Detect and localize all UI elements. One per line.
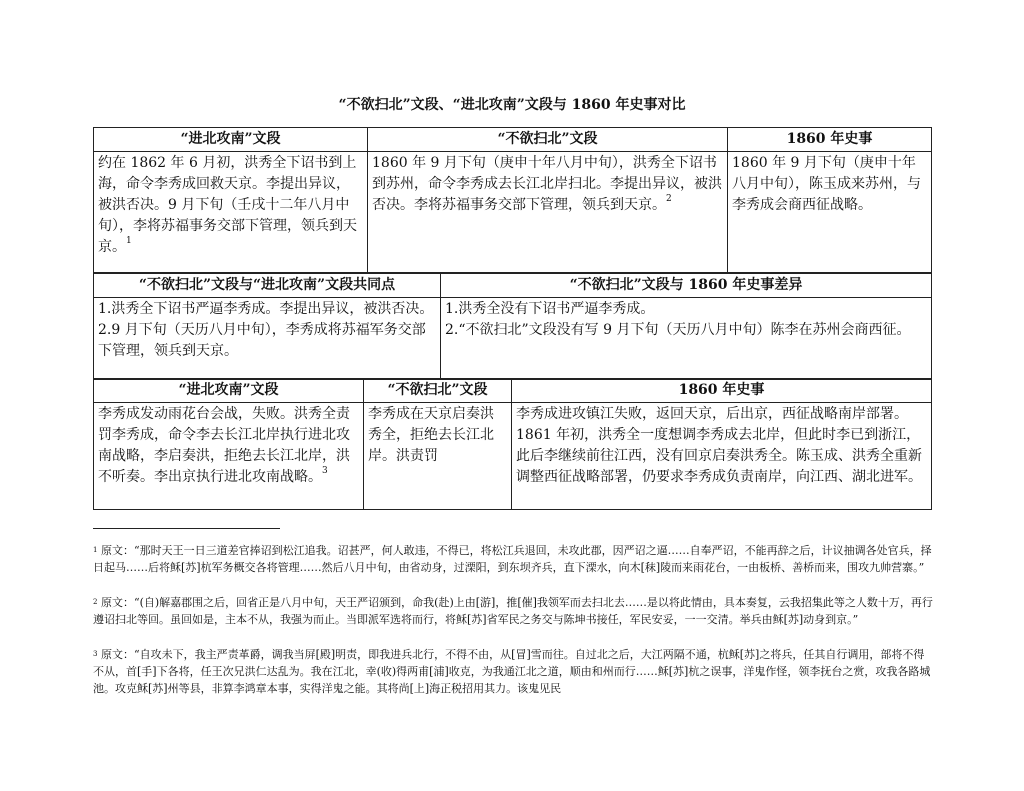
common-point-1: 1.洪秀全下诏书严逼李秀成。李提出异议，被洪否决。	[98, 301, 434, 317]
table1-header-1860: 1860 年史事	[728, 128, 932, 152]
table3-header-1860: 1860 年史事	[512, 379, 932, 403]
table3-cell-1860: 李秀成进攻镇江失败，返回天京，后出京，西征战略南岸部署。1861 年初，洪秀全一度想调李秀成去北岸，但此时李已到浙江，此后李继续前往江西，没有回京启奏洪秀全。陈玉成、洪秀全重新调整西征战略部署，仍要求李秀成负责南岸，向江西、湖北进军。	[512, 403, 932, 510]
footnote-ref-1: 1	[126, 236, 132, 246]
comparison-table-1	[93, 127, 932, 273]
footnote-3: $^3$ 原文：“自攻未下，我主严责革爵，调我当屏[殿]明责，即我进兵北行，不得不由，从[冒]雪而往。自过北之后，大江两隔不通，杭稣[苏]之将兵，任其自行调用，部将不得不从，首[手]下各将，任王次兄洪仁达乱为。我在江北，幸(收)得两甫[浦]收克，为我通江北之道，顺由和州而行……稣[苏]杭之误事，洋鬼作怪，领李抚台之赏，攻我各路城池。攻克稣[苏]州等县，非算李鸿章本事，实得洋鬼之能。其将尚[上]海正税招用其力。该鬼见民	[93, 648, 931, 695]
table3-header-jinbei: “进北攻南”文段	[94, 379, 364, 403]
table2-header-diff: “不欲扫北”文段与 1860 年史事差异	[441, 274, 932, 298]
footnote-2: $^2$ 原文：“(自)解嘉郡围之后，回省正是八月中旬，天王严诏颁到，命我(赴)上由[游]，推[催]我领军而去扫北去……是以将此情由，具本奏复，云我招集此等之人数十万，再行遵诏扫北等回。虽回如是，主本不从，我强为而止。当即派军选将而行，将稣[苏]省军民之务交与陈坤书接任，军民安妥，一一交清。举兵由稣[苏]动身到京。”	[93, 596, 933, 626]
comparison-table-3	[93, 378, 932, 510]
diff-point-2: 2.“不欲扫北”文段没有写 9 月下旬（天历八月中旬）陈李在苏州会商西征。	[445, 322, 911, 338]
table1-header-buyu: “不欲扫北”文段	[368, 128, 728, 152]
diff-point-1: 1.洪秀全没有下诏书严逼李秀成。	[445, 301, 655, 317]
table3-cell-jinbei: 李秀成发动雨花台会战，失败。洪秀全责罚李秀成，命令李去长江北岸执行进北攻南战略，李启奏洪，拒绝去长江北岸，洪不听奏。李出京执行进北攻南战略。$^3$	[94, 403, 364, 510]
footnote-separator	[93, 528, 280, 529]
table2-cell-diff	[441, 298, 932, 380]
table1-header-jinbei: “进北攻南”文段	[94, 128, 368, 152]
table3-cell-buyu: 李秀成在天京启奏洪秀全，拒绝去长江北岸。洪责罚	[364, 403, 512, 510]
table1-cell-buyu: 1860 年 9 月下旬（庚申十年八月中旬），洪秀全下诏书到苏州，命令李秀成去长江北岸扫北。李提出异议，被洪否决。李将苏福事务交部下管理，领兵到天京。$^2$	[368, 152, 728, 273]
table1-cell-1860: 1860 年 9 月下旬（庚申十年八月中旬），陈玉成来苏州，与李秀成会商西征战略。	[728, 152, 932, 273]
footnote-1: $^1$ 原文：“那时天王一日三道差官捧诏到松江追我。诏甚严，何人敢违，不得已，将松江兵退回，未攻此郡，因严诏之逼……自奉严诏，不能再辞之后，计议抽调各处官兵，择日起马……后将稣[苏]杭军务概交各将管理……然后八月中旬，由省动身，过溧阳，到东坝齐兵，直下溧水，向木[秣]陵而来雨花台，一由板桥、善桥而来，围攻九帅营寨。”	[93, 544, 932, 574]
common-point-2: 2.9 月下旬（天历八月中旬），李秀成将苏福军务交部下管理，领兵到天京。	[98, 322, 426, 359]
table3-header-buyu: “不欲扫北”文段	[364, 379, 512, 403]
footnote-ref-3: 3	[322, 466, 328, 476]
table2-cell-common	[94, 298, 441, 380]
table2-header-common: “不欲扫北”文段与“进北攻南”文段共同点	[94, 274, 441, 298]
table1-cell-jinbei: 约在 1862 年 6 月初，洪秀全下诏书到上海，命令李秀成回救天京。李提出异议，被洪否决。9 月下旬（壬戌十二年八月中旬），李将苏福事务交部下管理，领兵到天京。$^1$	[94, 152, 368, 273]
comparison-table-2	[93, 273, 932, 380]
document-title: “不欲扫北”文段、“进北攻南”文段与 1860 年史事对比	[338, 97, 686, 113]
footnote-ref-2: 2	[666, 194, 672, 204]
